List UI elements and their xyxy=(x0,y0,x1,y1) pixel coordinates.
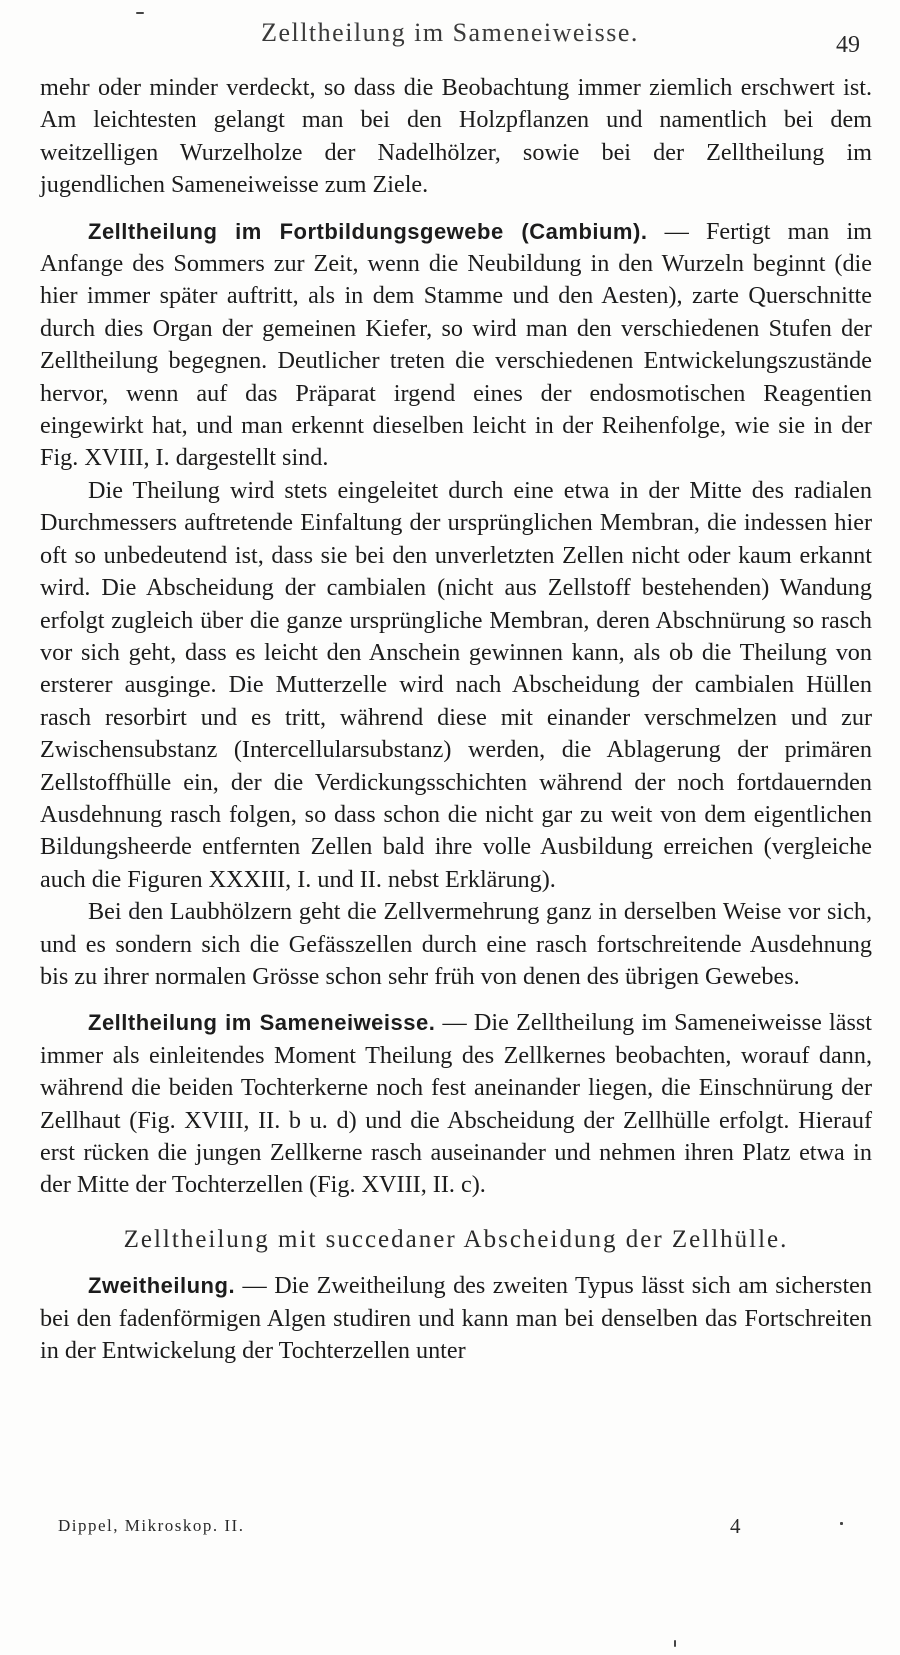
paragraph-text: — Fertigt man im Anfange des Sommers zur Zeit, wenn die Neubildung in den Wurzeln beginnt (die hier immer später auftritt, als in dem Stamme und den Aesten), zarte Querschnitte durch dies Organ der gemeinen Kiefer, so wird man den verschiedenen Stufen der Zelltheilung begegnen. Deutlicher treten die verschiedenen Entwickelungszustände hervor, wenn auf das Präparat irgend eines der endosmotischen Reagentien eingewirkt hat, und man erkennt dieselben leicht in der Reihenfolge, wie sie in der Fig. XVIII, I. dargestellt sind. xyxy=(40,217,872,472)
page-number: 49 xyxy=(836,32,860,58)
section-heading-cambium: Zelltheilung im Fortbildungsgewebe (Cambium). xyxy=(88,218,648,244)
subheading-succedane-abscheidung: Zelltheilung mit succedaner Abscheidung der Zellhülle. xyxy=(123,1225,789,1253)
paragraph-laubhoelzer xyxy=(40,896,872,993)
body-text xyxy=(40,72,872,1367)
running-head xyxy=(40,18,860,58)
footer-signature: Dippel, Mikroskop. II. xyxy=(58,1516,245,1535)
paragraph-text: Die Theilung wird stets eingeleitet durch eine etwa in der Mitte des radialen Durchmessers auftretende Einfaltung der ursprünglichen Membran, die indessen hier oft so unbedeutend ist, dass sie bei den unverletzten Zellen nicht oder kaum erkannt wird. Die Abscheidung der cambialen (nicht aus Zellstoff bestehenden) Wandung erfolgt zugleich über die ganze ursprüngliche Membran, deren Abschnürung so rasch vor sich geht, dass es leicht den Anschein gewinnen kann, als ob die Theilung von ersterer ausginge. Die Mutterzelle wird nach Abscheidung der cambialen Hüllen rasch resorbirt und es tritt, während diese mit einander verschmelzen und zur Zwischensubstanz (Intercellularsubstanz) werden, die Ablagerung der primären Zellstoffhülle ein, der die Verdickungsschichten während der noch fortdauernden Ausdehnung rasch folgen, so dass schon die nicht gar zu weit von dem eigentlichen Bildungsheerde entfernten Zellen bald ihre volle Ausbildung erreichen (vergleiche auch die Figuren XXXIII, I. und II. nebst Erklärung). xyxy=(40,476,872,893)
section-heading-sameneiweisse: Zelltheilung im Sameneiweisse. xyxy=(88,1010,436,1036)
paragraph-text: — Die Zweitheilung des zweiten Typus lässt sich am sichersten bei den fadenförmigen Algen studiren und kann man bei denselben das Fortschreiten in der Entwickelung der Tochterzellen unter xyxy=(40,1272,872,1365)
print-speck xyxy=(840,1522,843,1525)
page-footer xyxy=(58,1516,778,1546)
paragraph-cambium xyxy=(40,216,872,475)
paragraph-sameneiweisse xyxy=(40,1007,872,1201)
paragraph-text: — Die Zelltheilung im Sameneiweisse lässt immer als einleitendes Moment Theilung des Zellkernes beobachten, worauf dann, während die beiden Tochterkerne noch fest aneinander liegen, die Einschnürung der Zellhaut (Fig. XVIII, II. b u. d) und die Abscheidung der Zellhülle erfolgt. Hierauf erst rücken die jungen Zellkerne rasch auseinander und nehmen ihren Platz etwa in der Mitte der Tochterzellen (Fig. XVIII, II. c). xyxy=(40,1009,873,1199)
print-speck xyxy=(674,1640,676,1647)
running-head-title: Zelltheilung im Sameneiweisse. xyxy=(261,18,639,47)
paragraph-continuation xyxy=(40,72,872,202)
section-heading-zweitheilung: Zweitheilung. xyxy=(88,1273,236,1299)
footer-sheet-number: 4 xyxy=(730,1514,741,1538)
paragraph-division-process xyxy=(40,475,872,896)
print-speck xyxy=(136,12,144,14)
paragraph-zweitheilung xyxy=(40,1270,872,1367)
paragraph-text: Bei den Laubhölzern geht die Zellvermehrung ganz in derselben Weise vor sich, und es sondern sich die Gefässzellen durch eine rasch fortschreitende Ausdehnung bis zu ihrer normalen Grösse schon sehr früh von denen des übrigen Gewebes. xyxy=(40,898,872,990)
paragraph-text: mehr oder minder verdeckt, so dass die Beobachtung immer ziemlich erschwert ist. Am leichtesten gelangt man bei den Holzpflanzen und namentlich bei dem weitzelligen Wurzelholze der Nadelhölzer, sowie bei der Zelltheilung im jugendlichen Sameneiweisse zum Ziele. xyxy=(40,74,872,199)
